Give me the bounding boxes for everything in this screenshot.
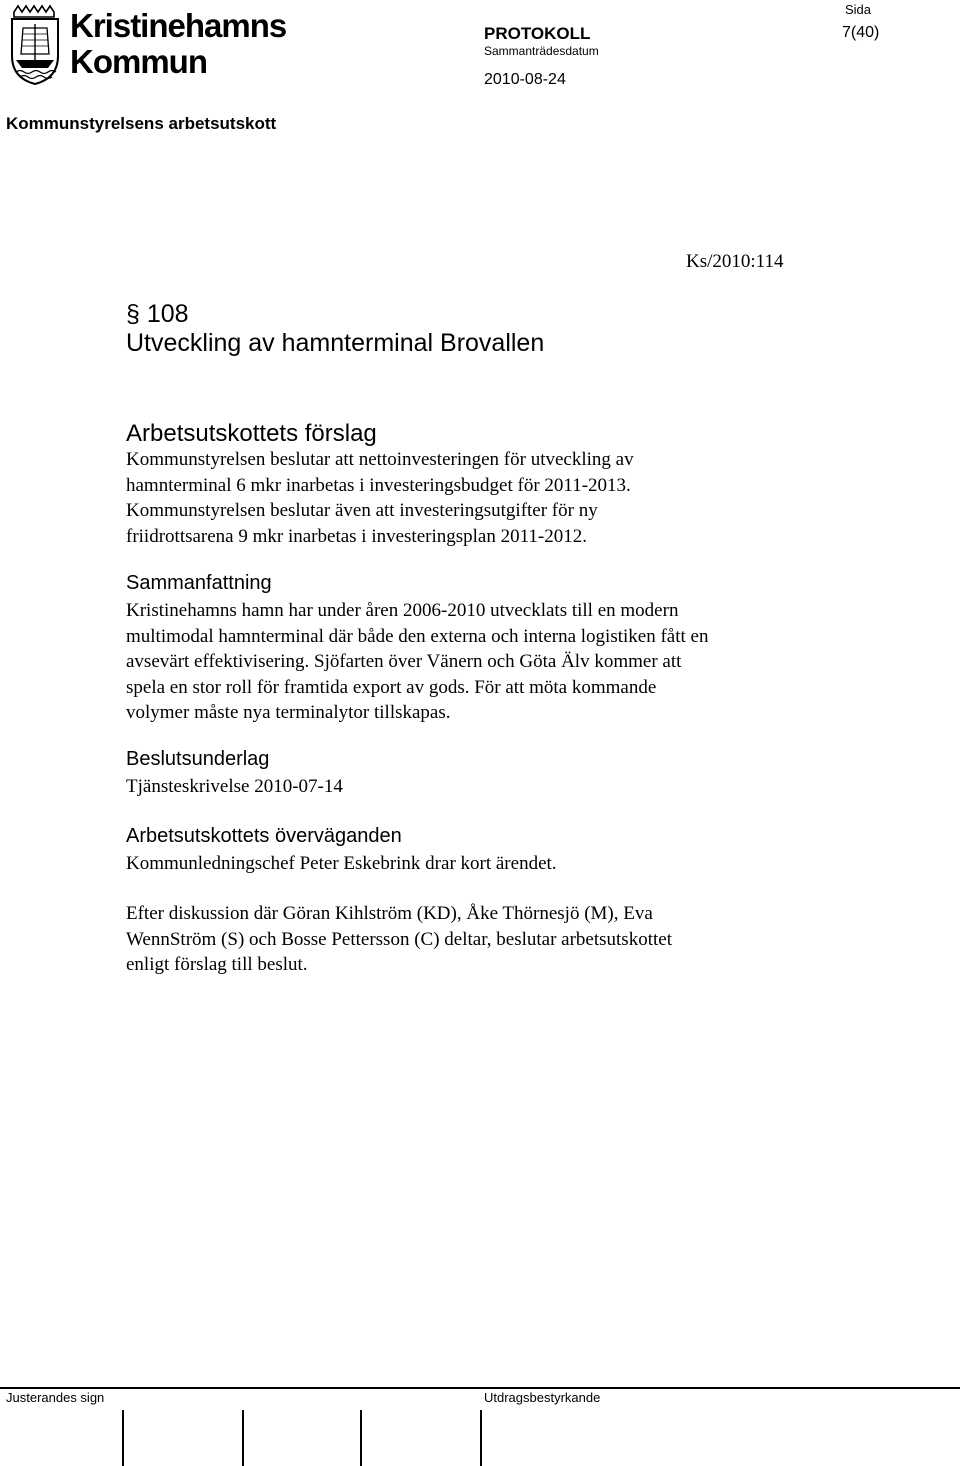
section-heading xyxy=(126,300,189,329)
deliberation-text xyxy=(126,851,826,877)
signature-box-divider xyxy=(122,1410,124,1466)
text-line: Kommunledningschef Peter Eskebrink drar kort ärendet. xyxy=(126,853,557,874)
signature-label: Justerandes sign xyxy=(6,1390,105,1405)
text-line: hamnterminal 6 mkr inarbetas i investeringsbudget för 2011-2013. xyxy=(126,474,631,496)
signature-box-divider xyxy=(242,1410,244,1466)
text-line: Kommunstyrelsen beslutar även att investeringsutgifter för ny xyxy=(126,500,598,522)
text-line: multimodal hamnterminal där både den externa och interna logistiken fått en xyxy=(126,625,709,647)
text-line: friidrottsarena 9 mkr inarbetas i investeringsplan 2011-2012. xyxy=(126,525,587,547)
case-number: Ks/2010:114 xyxy=(686,251,784,272)
text-line: Kristinehamns hamn har under åren 2006-2010 utvecklats till en modern xyxy=(126,600,679,621)
document-type: PROTOKOLL xyxy=(484,24,591,43)
text-line: enligt förslag till beslut. xyxy=(126,954,308,976)
summary-heading: Sammanfattning xyxy=(126,572,272,594)
page-number: 7(40) xyxy=(842,24,880,41)
municipality-logo xyxy=(6,4,287,86)
page-label: Sida xyxy=(845,2,872,17)
proposal-heading: Arbetsutskottets förslag xyxy=(126,420,377,447)
section-number: 108 xyxy=(146,300,189,328)
discussion-text xyxy=(126,901,826,978)
text-line: WennStröm (S) och Bosse Pettersson (C) deltar, beslutar arbetsutskottet xyxy=(126,928,672,950)
section-symbol: § xyxy=(126,300,140,328)
meeting-date-label: Sammanträdesdatum xyxy=(484,44,599,58)
text-line: avsevärt effektivisering. Sjöfarten över Vänern och Göta Älv kommer att xyxy=(126,651,682,673)
committee-name: Kommunstyrelsens arbetsutskott xyxy=(6,114,277,133)
logo-text-line2: Kommun xyxy=(70,43,207,80)
text-line: spela en stor roll för framtida export av gods. För att möta kommande xyxy=(126,676,657,698)
text-line: Tjänsteskrivelse 2010-07-14 xyxy=(126,776,343,797)
extract-certification-label: Utdragsbestyrkande xyxy=(484,1390,601,1405)
logo-text-line1: Kristinehamns xyxy=(70,7,287,44)
proposal-text xyxy=(126,447,826,549)
meeting-date: 2010-08-24 xyxy=(484,71,566,88)
signature-box-divider xyxy=(480,1410,482,1466)
section-title: Utveckling av hamnterminal Brovallen xyxy=(126,329,545,357)
summary-text xyxy=(126,598,826,726)
signature-box-divider xyxy=(360,1410,362,1466)
text-line: Efter diskussion där Göran Kihlström (KD), Åke Thörnesjö (M), Eva xyxy=(126,903,653,924)
text-line: Kommunstyrelsen beslutar att nettoinvesteringen för utveckling av xyxy=(126,449,634,470)
deliberation-heading: Arbetsutskottets överväganden xyxy=(126,825,402,847)
text-line: volymer måste nya terminalytor tillskapas. xyxy=(126,702,451,724)
basis-heading: Beslutsunderlag xyxy=(126,748,270,770)
basis-text xyxy=(126,774,826,800)
footer-divider xyxy=(0,1387,960,1389)
